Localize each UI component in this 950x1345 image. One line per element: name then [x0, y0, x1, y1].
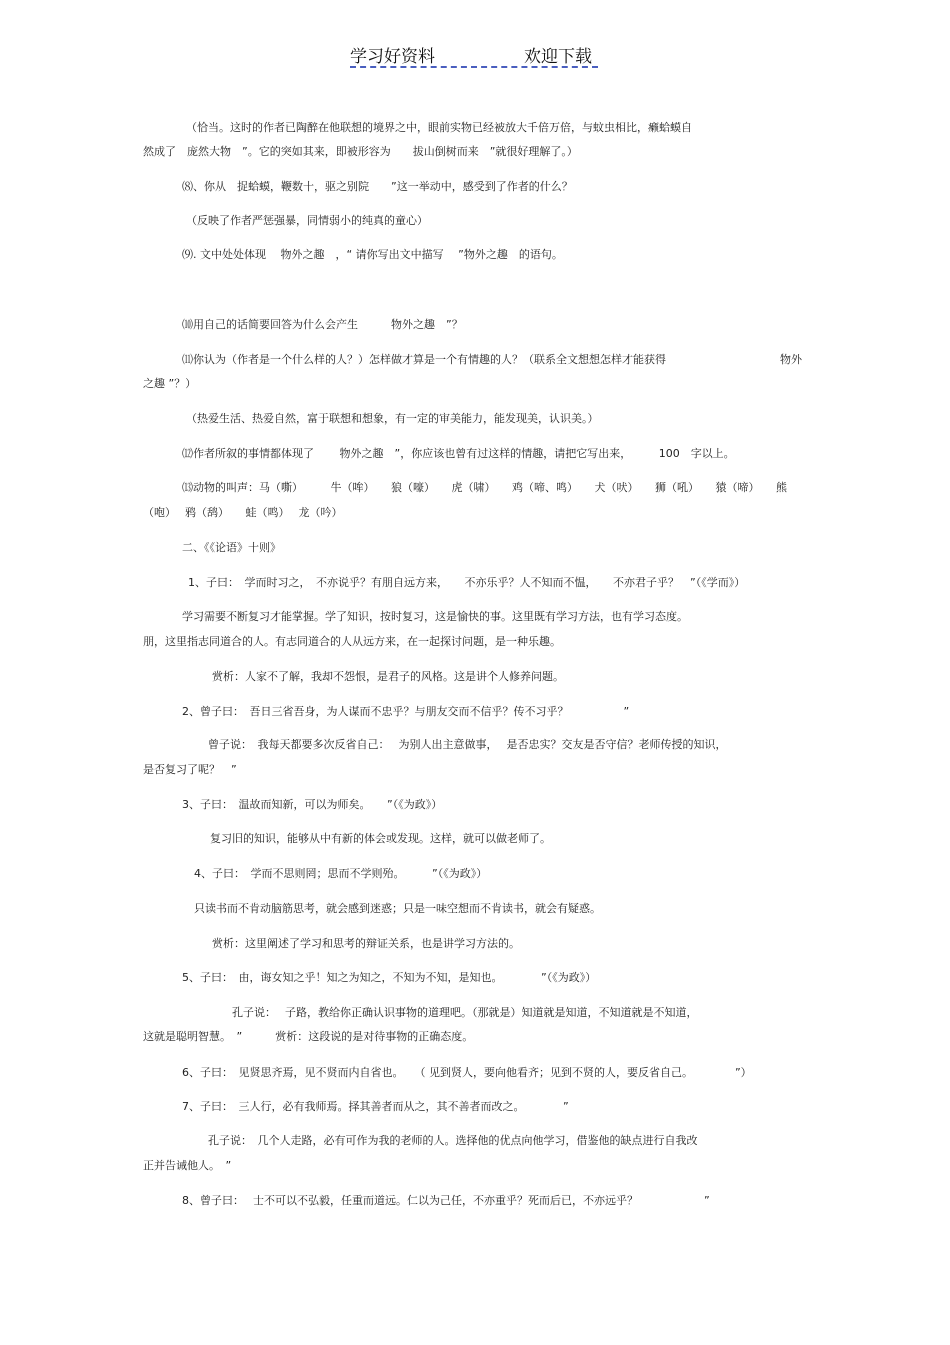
text-line: 1、子曰： 学而时习之， 不亦说乎？有朋自远方来， 不亦乐乎？人不知而不愠， 不亦君子乎？ ”（《学而》） — [188, 576, 746, 589]
text-line: ⒀动物的叫声：马（嘶） 牛（哞） 狼（嚎） 虎（啸） 鸡（啼、鸣） 犬（吠） 狮（吼） 猿（啼） 熊 — [182, 481, 787, 494]
text-line: 3、子曰： 温故而知新，可以为师矣。 ”（《为政》） — [182, 798, 443, 811]
text-line: 赏析：这里阐述了学习和思考的辩证关系，也是讲学习方法的。 — [212, 937, 520, 950]
section-heading: 二、《《论语》十则》 — [182, 541, 281, 554]
text-line: 孔子说： 子路，教给你正确认识事物的道理吧。（那就是）知道就是知道，不知道就是不知道， — [232, 1006, 698, 1019]
page-header — [350, 42, 598, 68]
text-line: （热爱生活、热爱自然，富于联想和想象，有一定的审美能力，能发现美，认识美。） — [186, 412, 599, 425]
text-line: 4、子曰： 学而不思则罔；思而不学则殆。 ”（《为政》） — [194, 867, 488, 880]
text-line: 学习需要不断复习才能掌握。学了知识，按时复习，这是愉快的事。这里既有学习方法，也有学习态度。 — [182, 610, 688, 623]
text-line: 这就是聪明智慧。 ” 赏析：这段说的是对待事物的正确态度。 — [143, 1030, 474, 1043]
text-line: ⑿作者所叙的事情都体现了 物外之趣 ”，你应该也曾有过这样的情趣，请把它写出来， 100 字以上。 — [182, 447, 735, 460]
text-line: ⑻、你从 捉蛤蟆，鞭数十，驱之别院 ”这一举动中，感受到了作者的什么？ — [182, 180, 573, 193]
header-left-text: 学习好资料 — [350, 47, 435, 67]
text-line: 然成了 庞然大物 ”。它的突如其来，即被形容为 拔山倒树而来 ”就很好理解了。） — [143, 145, 578, 158]
text-line: 8、曾子曰： 士不可以不弘毅，任重而道远。仁以为己任，不亦重乎？死而后已，不亦远乎？ ” — [182, 1194, 710, 1207]
text-line: 复习旧的知识，能够从中有新的体会或发现。这样，就可以做老师了。 — [210, 832, 551, 845]
text-line: 只读书而不肯动脑筋思考，就会感到迷惑；只是一味空想而不肯读书，就会有疑惑。 — [194, 902, 601, 915]
text-line: ⑽用自己的话简要回答为什么会产生 物外之趣 ”？ — [182, 318, 463, 331]
text-line: 6、子曰： 见贤思齐焉，见不贤而内自省也。 （ 见到贤人，要向他看齐；见到不贤的人，要反省自己。 ”） — [182, 1066, 752, 1079]
text-line: 正并告诫他人。 ” — [143, 1159, 232, 1172]
text-line: 物外 — [780, 353, 802, 366]
header-right-text: 欢迎下载 — [524, 47, 592, 67]
text-line: 2、曾子曰： 吾日三省吾身，为人谋而不忠乎？与朋友交而不信乎？传不习乎？ ” — [182, 705, 630, 718]
text-line: 7、子曰： 三人行，必有我师焉。择其善者而从之，其不善者而改之。 ” — [182, 1100, 569, 1113]
text-line: 赏析：人家不了解，我却不怨恨，是君子的风格。这是讲个人修养问题。 — [212, 670, 564, 683]
text-line: （反映了作者严惩强暴，同情弱小的纯真的童心） — [186, 214, 428, 227]
text-line: 孔子说： 几个人走路，必有可作为我的老师的人。选择他的优点向他学习，借鉴他的缺点进行自我改 — [208, 1134, 698, 1147]
text-line: ⑼. 文中处处体现 物外之趣 ，“ 请你写出文中描写 ”物外之趣 的语句。 — [182, 248, 563, 261]
text-line: （咆） 鸦（鸹） 蛙（鸣） 龙（吟） — [143, 506, 343, 519]
text-line: ⑾你认为（作者是一个什么样的人？）怎样做才算是一个有情趣的人？（联系全文想想怎样才能获得 — [182, 353, 666, 366]
text-line: （恰当。这时的作者已陶醉在他联想的境界之中，眼前实物已经被放大千倍万倍，与蚊虫相比，癞蛤蟆自 — [186, 121, 692, 134]
text-line: 之趣 ”？） — [143, 377, 197, 390]
text-line: 朋，这里指志同道合的人。有志同道合的人从远方来，在一起探讨问题，是一种乐趣。 — [143, 635, 561, 648]
text-line: 是否复习了呢？ ” — [143, 763, 237, 776]
text-line: 5、子曰： 由，诲女知之乎！知之为知之，不知为不知，是知也。 ”（《为政》） — [182, 971, 597, 984]
text-line: 曾子说： 我每天都要多次反省自己： 为别人出主意做事， 是否忠实？交友是否守信？老师传授的知识， — [208, 738, 727, 751]
